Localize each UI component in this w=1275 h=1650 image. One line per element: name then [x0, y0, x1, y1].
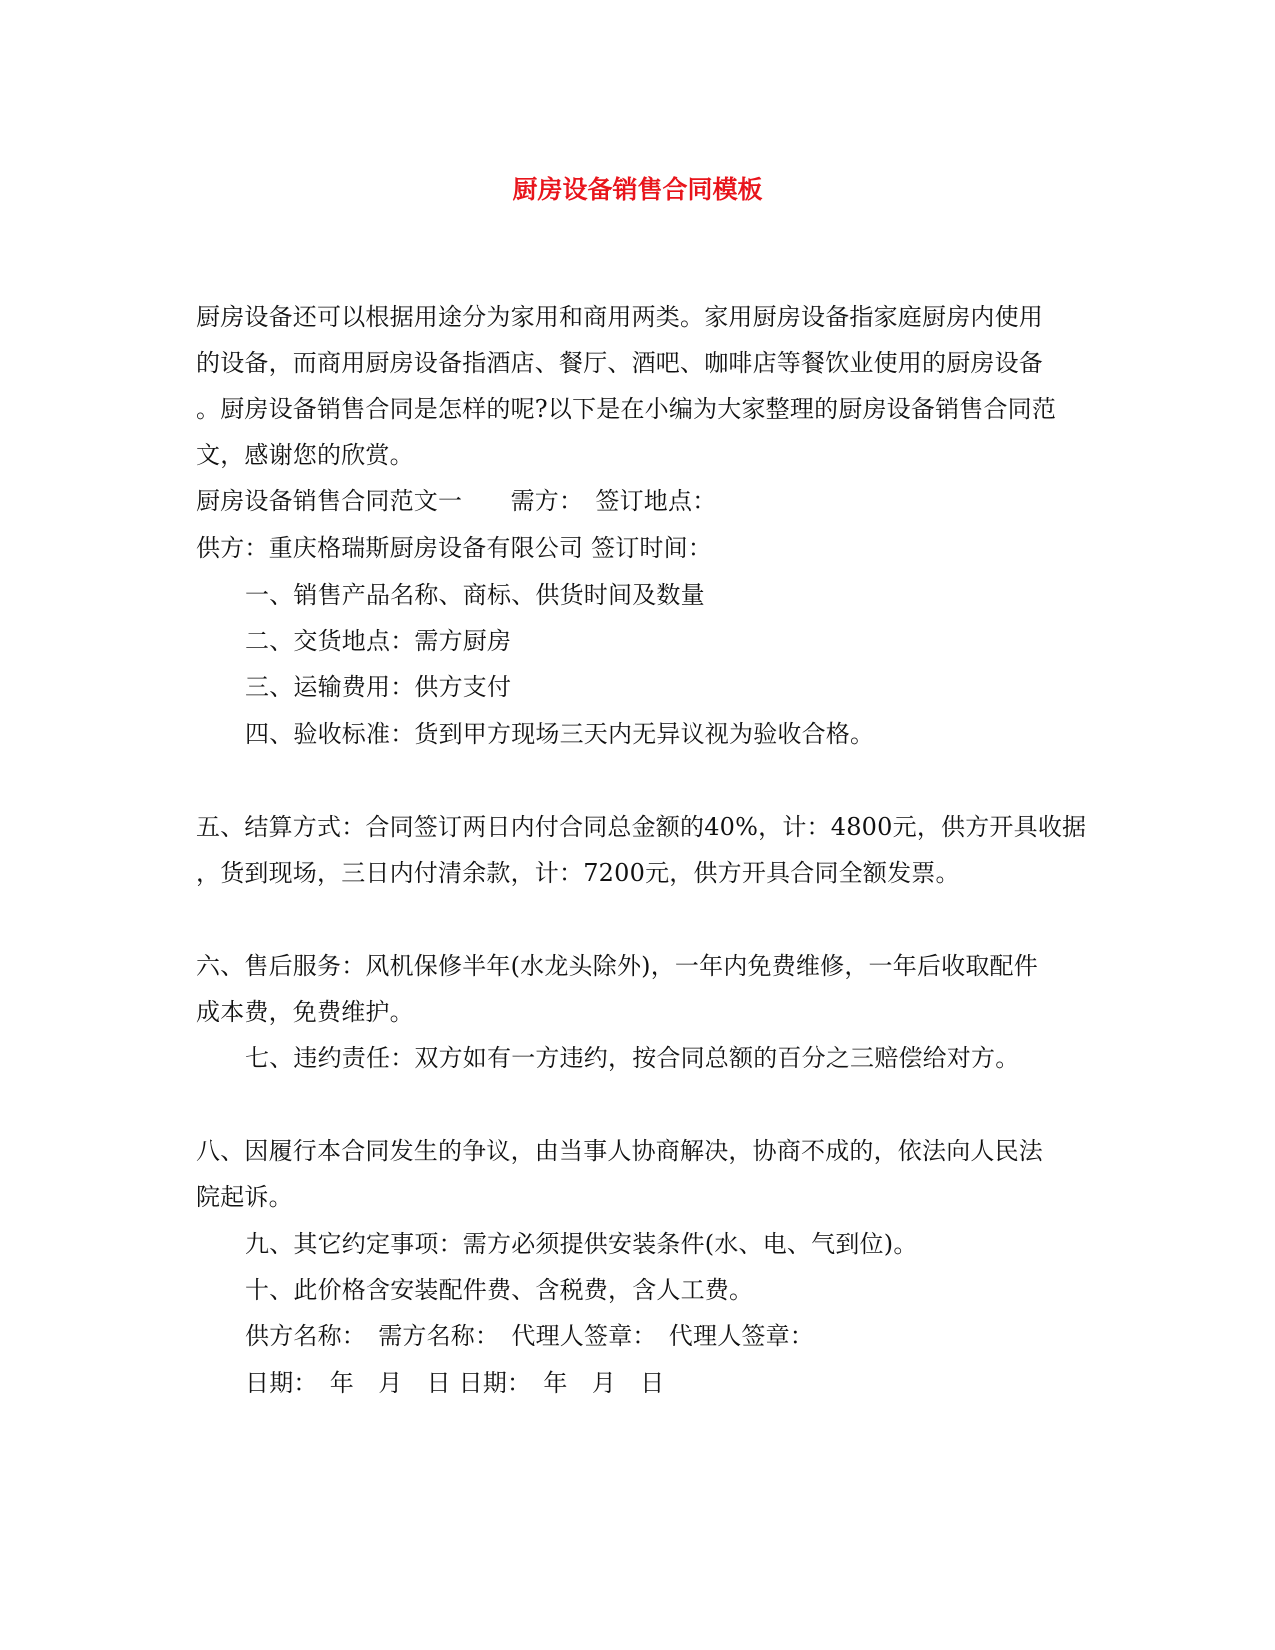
clause-8-line-2: 院起诉。	[196, 1183, 293, 1211]
clause-4: 四、验收标准：货到甲方现场三天内无异议视为验收合格。	[245, 720, 875, 748]
document-title: 厨房设备销售合同模板	[512, 175, 763, 204]
intro-line-3: 。厨房设备销售合同是怎样的呢?以下是在小编为大家整理的厨房设备销售合同范	[196, 395, 1057, 423]
intro-line-1: 厨房设备还可以根据用途分为家用和商用两类。家用厨房设备指家庭厨房内使用	[196, 303, 1043, 331]
clause-2: 二、交货地点：需方厨房	[245, 627, 512, 655]
clause-5-line-1: 五、结算方式：合同签订两日内付合同总金额的40%，计：4800元，供方开具收据	[196, 813, 1087, 841]
clause-9: 九、其它约定事项：需方必须提供安装条件(水、电、气到位)。	[245, 1230, 918, 1258]
clause-6-line-2: 成本费，免费维护。	[196, 998, 414, 1026]
signature-date-line: 日期： 年 月 日 日期： 年 月 日	[245, 1369, 665, 1397]
clause-7: 七、违约责任：双方如有一方违约，按合同总额的百分之三赔偿给对方。	[245, 1044, 1020, 1072]
intro-line-2: 的设备，而商用厨房设备指酒店、餐厅、酒吧、咖啡店等餐饮业使用的厨房设备	[196, 349, 1043, 377]
supplier-line: 供方：重庆格瑞斯厨房设备有限公司 签订时间：	[196, 534, 713, 562]
intro-line-4: 文，感谢您的欣赏。	[196, 441, 414, 469]
clause-5-line-2: ，货到现场，三日内付清余款，计：7200元，供方开具合同全额发票。	[196, 859, 960, 887]
clause-1: 一、销售产品名称、商标、供货时间及数量	[245, 581, 705, 609]
clause-6-line-1: 六、售后服务：风机保修半年(水龙头除外)，一年内免费维修，一年后收取配件	[196, 952, 1038, 980]
clause-8-line-1: 八、因履行本合同发生的争议，由当事人协商解决，协商不成的，依法向人民法	[196, 1137, 1043, 1165]
signature-names-line: 供方名称： 需方名称： 代理人签章： 代理人签章：	[245, 1322, 814, 1350]
clause-10: 十、此价格含安装配件费、含税费，含人工费。	[245, 1276, 754, 1304]
clause-3: 三、运输费用：供方支付	[245, 673, 512, 701]
sample-heading-line: 厨房设备销售合同范文一 需方： 签订地点：	[196, 487, 717, 515]
